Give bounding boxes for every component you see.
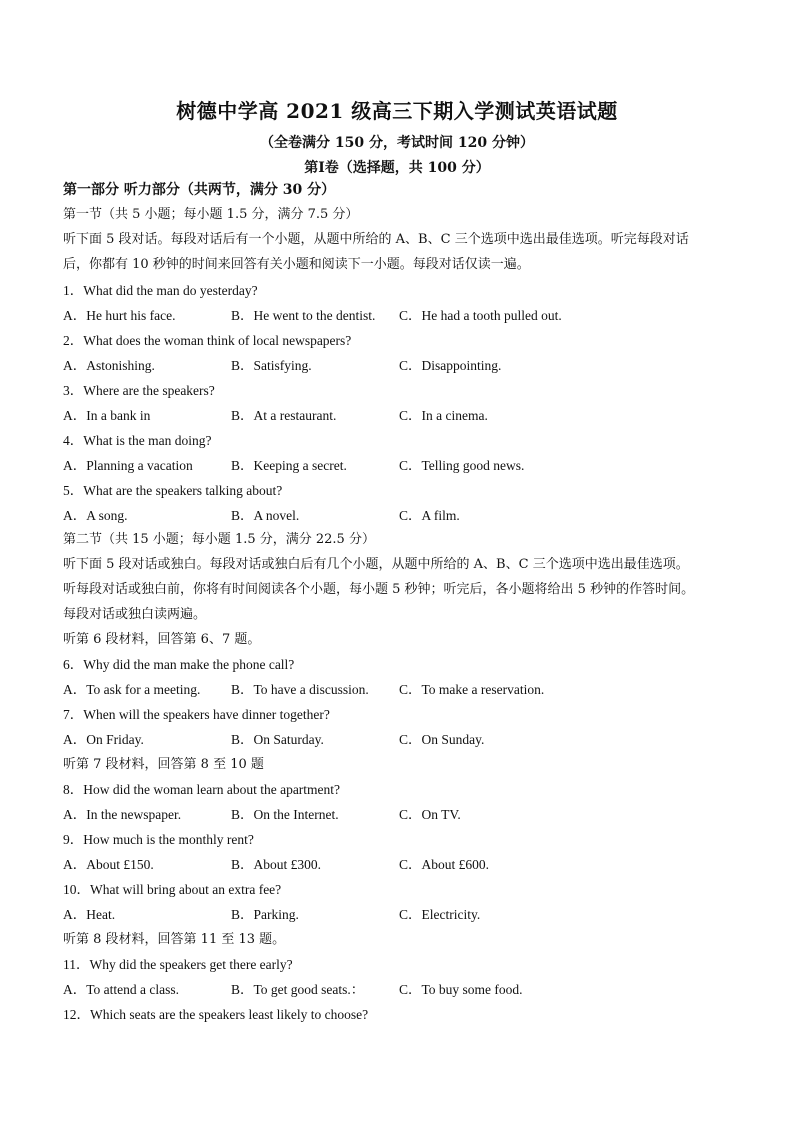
volume-heading: 第Ⅰ卷（选择题，共 100 分） [304, 160, 490, 176]
option-b: B．Parking. [231, 907, 299, 922]
option-c: C．To buy some food. [399, 982, 523, 997]
option-a: A．About £150. [63, 857, 154, 872]
material-instruction: 听第 6 段材料，回答第 6、7 题。 [63, 632, 261, 647]
question-stem: 12．Which seats are the speakers least likely to choose? [63, 1007, 369, 1022]
option-c: C．About £600. [399, 857, 490, 872]
option-c: C．To make a reservation. [399, 682, 545, 697]
option-a: A．On Friday. [63, 732, 144, 747]
option-c: C．Disappointing. [399, 358, 502, 373]
question-stem: 5．What are the speakers talking about? [63, 483, 283, 498]
section2-instructions: 每段对话或独白读两遍。 [63, 607, 207, 622]
option-a: A．To attend a class. [63, 982, 180, 997]
question-stem: 9．How much is the monthly rent? [63, 832, 254, 847]
option-a: A．Astonishing. [63, 358, 155, 373]
part1-heading: 第一部分 听力部分（共两节，满分 30 分） [63, 182, 336, 198]
question-stem: 4．What is the man doing? [63, 433, 212, 448]
section2-heading: 第二节（共 15 小题；每小题 1.5 分，满分 22.5 分） [63, 532, 375, 547]
option-b: B．Keeping a secret. [231, 458, 347, 473]
question-stem: 8．How did the woman learn about the apartment? [63, 782, 341, 797]
option-a: A．He hurt his face. [63, 308, 176, 323]
option-b: B．To get good seats.： [231, 982, 365, 997]
question-stem: 7．When will the speakers have dinner together? [63, 707, 330, 722]
page-title: 树德中学高 2021 级高三下期入学测试英语试题 [176, 99, 618, 123]
exam-info: （全卷满分 150 分，考试时间 120 分钟） [260, 135, 534, 151]
option-a: A．A song. [63, 508, 128, 523]
question-stem: 10．What will bring about an extra fee? [63, 882, 282, 897]
section1-heading: 第一节（共 5 小题；每小题 1.5 分，满分 7.5 分） [63, 207, 359, 222]
option-a: A．In a bank in [63, 408, 151, 423]
option-a: A．Planning a vacation [63, 458, 193, 473]
option-c: C．Telling good news. [399, 458, 525, 473]
section2-instructions: 听每段对话或独白前，你将有时间阅读各个小题，每小题 5 秒钟；听完后，各小题将给出 5 秒钟的作答时间。 [63, 582, 695, 597]
option-c: C．In a cinema. [399, 408, 488, 423]
section1-instructions: 听下面 5 段对话。每段对话后有一个小题，从题中所给的 A、B、C 三个选项中选出最佳选项。听完每段对话 [63, 232, 689, 247]
option-b: B．About £300. [231, 857, 322, 872]
section2-instructions: 听下面 5 段对话或独白。每段对话或独白后有几个小题，从题中所给的 A、B、C 三个选项中选出最佳选项。 [63, 557, 689, 572]
material-instruction: 听第 7 段材料，回答第 8 至 10 题 [63, 757, 264, 772]
option-b: B．On the Internet. [231, 807, 339, 822]
question-stem: 6．Why did the man make the phone call? [63, 657, 295, 672]
question-stem: 3．Where are the speakers? [63, 383, 215, 398]
option-a: A．Heat. [63, 907, 116, 922]
question-stem: 2．What does the woman think of local newspapers? [63, 333, 352, 348]
question-stem: 1．What did the man do yesterday? [63, 283, 258, 298]
option-b: B．To have a discussion. [231, 682, 369, 697]
option-c: C．On TV. [399, 807, 461, 822]
option-c: C．Electricity. [399, 907, 481, 922]
option-a: A．In the newspaper. [63, 807, 182, 822]
option-b: B．A novel. [231, 508, 300, 523]
question-stem: 11．Why did the speakers get there early? [63, 957, 293, 972]
option-c: C．A film. [399, 508, 460, 523]
option-b: B．He went to the dentist. [231, 308, 376, 323]
option-a: A．To ask for a meeting. [63, 682, 201, 697]
option-c: C．He had a tooth pulled out. [399, 308, 562, 323]
option-c: C．On Sunday. [399, 732, 485, 747]
option-b: B．On Saturday. [231, 732, 324, 747]
section1-instructions: 后，你都有 10 秒钟的时间来回答有关小题和阅读下一小题。每段对话仅读一遍。 [63, 257, 530, 272]
option-b: B．Satisfying. [231, 358, 312, 373]
option-b: B．At a restaurant. [231, 408, 337, 423]
material-instruction: 听第 8 段材料，回答第 11 至 13 题。 [63, 932, 286, 947]
